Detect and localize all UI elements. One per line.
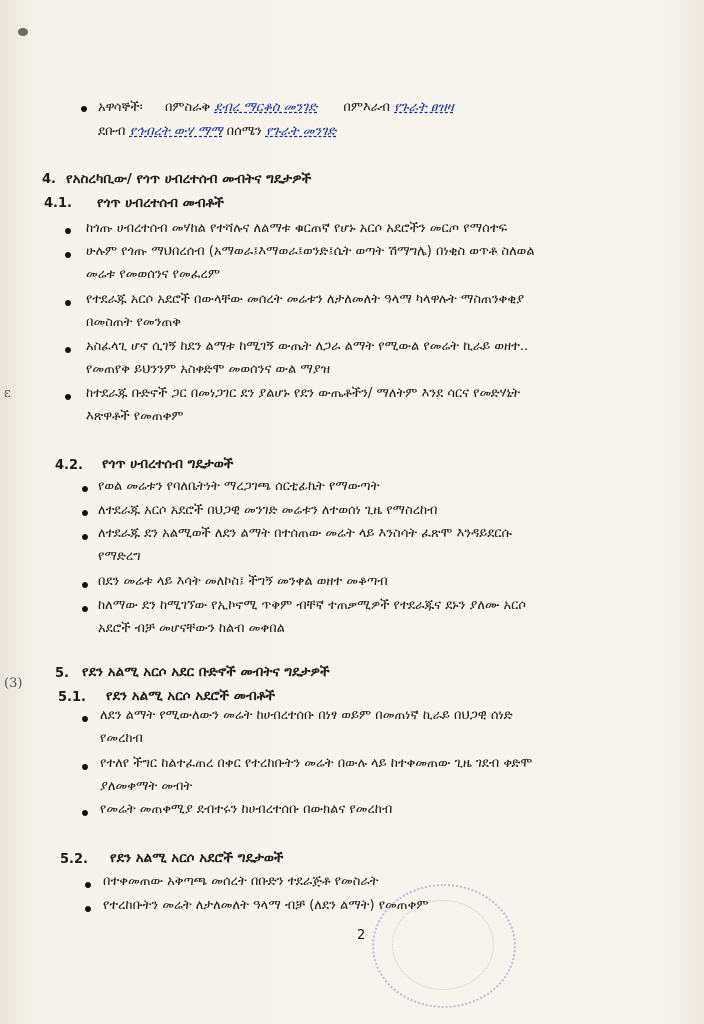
bullet [85,882,91,888]
north-value: የጉራት መንገድ [265,124,337,139]
list-item: አስፈላጊ ሆኖ ሲገኝ ከደን ልማቱ ከሚገኝ ውጤት ለጋራ ልማት የሚውል የመሬት ኪራይ ወዘተ.. [86,339,529,354]
south-value: የኅብረት ውሃ ማማ [129,124,223,139]
list-item: ለተደራጁ ደን አልሚወች ለደን ልማት በተሰጠው መሬት ላይ እንስሳት ፈጽሞ እንዳይደርሱ [98,526,512,541]
bullet [65,252,71,258]
bullet [85,906,91,912]
north-label: በሰሜን [226,124,262,139]
bullet [65,347,71,353]
list-item: የመሬት መጠቀሚያ ደብተሩን ከሀብረተሰቡ በውክልና የመረከብ [100,802,393,817]
bullet [82,716,88,722]
section-5-title: የደን አልሚ አርሶ አደር ቡድኖች መብትና ግዴታዎች [82,664,330,680]
list-item: የተለየ ችግር ከልተፈጠረ በቀር የተረከቡትን መሬት በውሉ ላይ ከተቀመጠው ጊዜ ገደብ ቀድሞ [100,756,533,771]
section-5-1-title: የደን አልሚ አርሶ አደሮች መብቶች [106,688,276,704]
margin-mark-1: ε [4,386,11,401]
west-label: በምእራብ [343,100,390,115]
list-item: በተቀመጠው አቅጣጫ መሰረት በቡድን ተደራጅቶ የመስራት [103,874,379,889]
list-item: የተረከቡትን መሬት ለታለመለት ዓላማ ብቻ (ለደን ልማት) የመጠቀም [103,898,429,913]
bullet [82,582,88,588]
partners-label: አዋሳኞች፡ [98,100,143,115]
south-label: ደቡብ [98,124,126,139]
list-item: ከጎጡ ሀብረተሰብ መሃከል የተሻሉና ለልማቱ ቁርጠኛ የሆኑ አርሶ አደሮችን መርጦ የማሰተፍ [86,221,508,236]
section-4-title: የአስረካቢው/ የጎጥ ሀብረተሰብ መብትና ግዴታዎች [66,171,312,187]
official-stamp-inner-ring [392,900,494,990]
list-item-continuation: ያለመቀማት መብት [100,779,193,794]
list-item: በደን መሬቱ ላይ እሳት መለኮስ፤ ችግኝ መንቀል ወዘተ መቆጣብ [98,574,388,589]
bullet [82,510,88,516]
partners-line-2 [98,124,336,140]
bullet [65,394,71,400]
bullet [65,228,71,234]
list-item: ለተደራጁ አርሶ አደሮች በህጋዊ መንገድ መሬቱን ለተወሰነ ጊዜ የማስረከብ [98,503,438,518]
section-4-2-title: የጎጥ ሀብረተሰብ ግዴታወች [102,456,234,472]
list-item-continuation: መሬቱ የመወሰንና የመፈረም [86,267,220,282]
list-item-continuation: አደሮች ብቻ መሆናቸውን ከልብ መቀበል [98,621,285,636]
section-5-number: 5. [55,666,69,681]
section-5-2-title: የደን አልሚ አርሶ አደሮች ግዴታወች [110,850,284,866]
bullet [82,606,88,612]
list-item: ሁሉም የጎጡ ማህበረሰብ (አማወራ፤እማወራ፤ወንድ፤ሴት ወጣት ሽማግሌ) በነቂስ ወጥቶ ስለወል [86,244,535,259]
bullet [81,106,87,112]
east-value: ደብረ ማርቆስ መንገድ [214,100,318,115]
bullet [82,486,88,492]
margin-mark-2: (3) [4,676,23,691]
list-item: ከተደራጁ ቡድኖች ጋር በመነጋገር ደን ያልሆኑ የደን ውጤቶችን/ ማለትም እንደ ሳርና የመድሃኒት [86,386,521,401]
page-number: 2 [357,928,366,943]
list-item-continuation: በመስጠት የመንጠቅ [86,315,181,330]
bullet [82,534,88,540]
bullet [82,810,88,816]
list-item-continuation: እጽዋቶች የመጠቀም [86,409,184,424]
list-item: ለደን ልማት የሚውለውን መሬት ከሀብረተሰቡ በነፃ ወይም በመጠነኛ ኪራይ በህጋዊ ሰነድ [100,708,513,723]
section-4-1-title: የጎጥ ሀብረተሰብ መብቶች [97,195,224,211]
section-5-2-number: 5.2. [60,852,88,867]
section-4-1-number: 4.1. [44,196,72,211]
section-5-1-number: 5.1. [58,690,86,705]
list-item-continuation: የመጠየቅ ይህንንም አስቀድሞ መወሰንና ውል ማያዝ [86,362,331,377]
bullet [65,300,71,306]
punch-hole [18,28,28,36]
section-4-2-number: 4.2. [55,458,83,473]
list-item: ከለማው ደን ከሚገኘው የኢኮኖሚ ጥቅም ብቸኛ ተጠቃሚዎች የተደራጁና ደኑን ያለሙ አርሶ [98,598,526,613]
bullet [82,764,88,770]
list-item-continuation: የመረከብ [100,731,143,746]
list-item: የተደራጁ አርሶ አደሮች በውላቸው መሰረት መሬቱን ለታለመለት ዓላማ ካላዋሉት ማስጠንቀቂያ [86,292,525,307]
west-value: የጉራት ፀዝዛ [394,100,454,115]
section-4-number: 4. [42,172,56,187]
list-item-continuation: የማድረግ [98,549,141,564]
partners-line-1 [98,100,454,116]
list-item: የወል መሬቱን የባለቤትነት ማረጋገጫ ሰርቲፊኬት የማውጣት [98,479,380,494]
east-label: በምስራቅ [164,100,211,115]
